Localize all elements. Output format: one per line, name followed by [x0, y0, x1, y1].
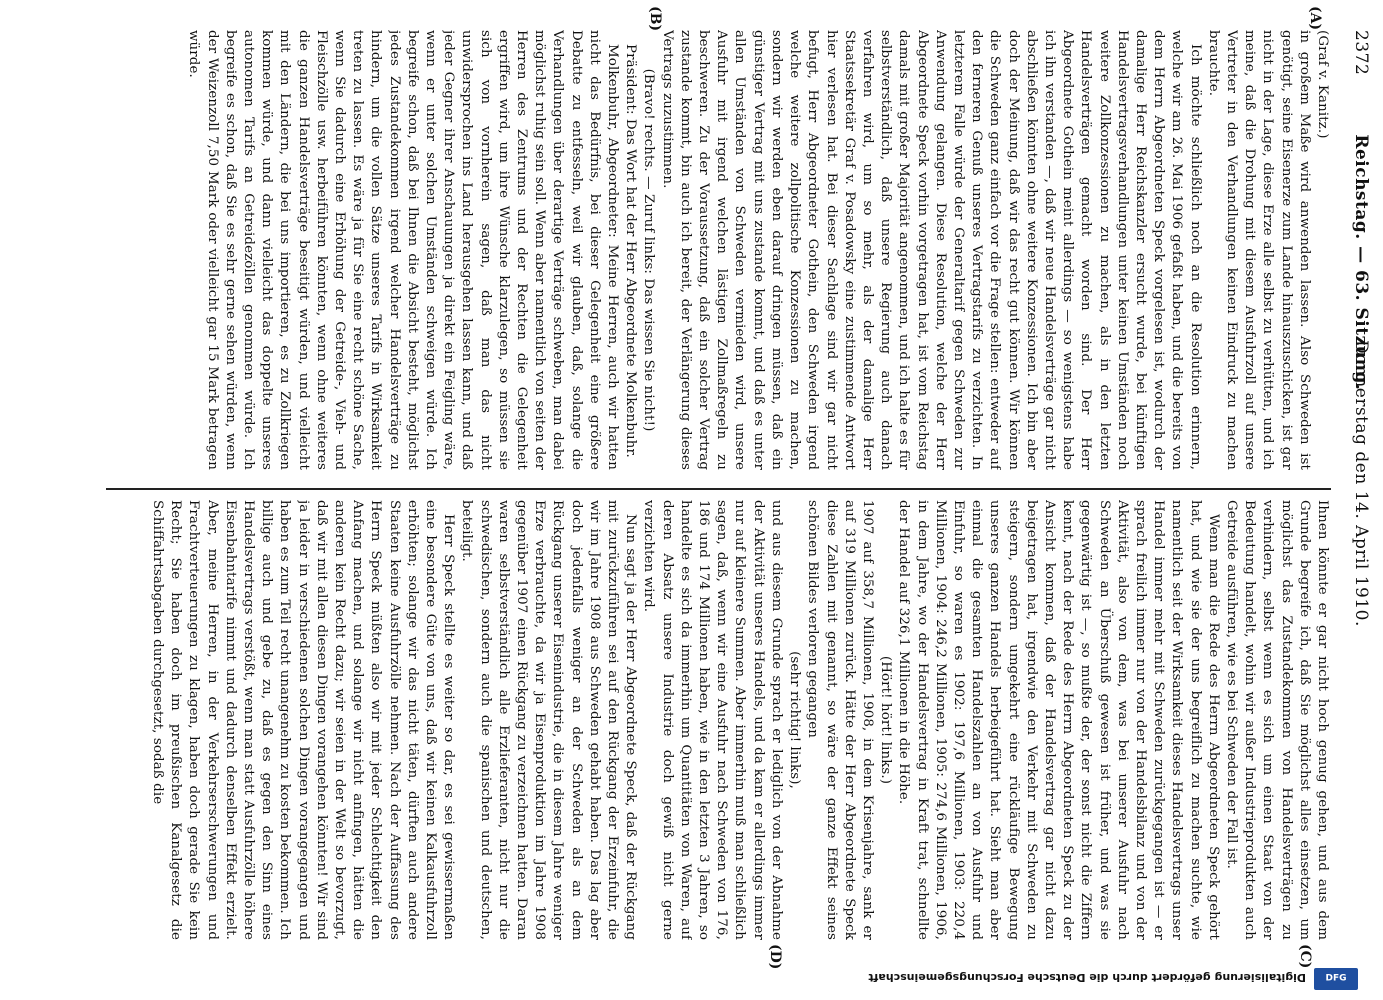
margin-marker-d: (D)	[767, 944, 783, 970]
digitization-sidebar	[18, 968, 1358, 990]
header-left	[1351, 30, 1371, 390]
paragraph: Nun sagt ja der Herr Abgeordnete Speck, daß der Rückgang mit zurückzuführen sei auf den Rückgang der Erzeinfuhr, die wir im Jahre 1908 aus Schweden gehabt haben. Das lag aber doch jedenfalls weniger an der Schweden als an dem Rückgang unserer Eisenindustrie, die in diesem Jahre weniger Erze verbrauchte, da wir ja Eisenproduktion im Jahre 1908 gegenüber 1907 einen Rückgang zu verzeichnen hatten. Daran waren selbstverständlich alle Erzlieferanten, nicht nur die schwedischen, sondern auch die spanischen und deutschen, beteiligt.	[459, 500, 639, 940]
interjection: (sehr richtig! links),	[787, 651, 803, 789]
margin-marker-c: (C)	[1297, 944, 1313, 969]
paragraph: Herr Speck stellte es weiter so dar, es sei gewissermaßen eine besondere Güte von uns, daß wir keinen Kalkausfuhrzoll erhöhten; solange wir das nicht täten, dürften auch andere Staaten keine Ausfuhrzölle nehmen. Nach der Auffassung des Herrn Speck müßten also wir mit jeder Schlechtigkeit den Anfang machen, und solange wir nicht anfingen, hätten die anderen kein Recht dazu; wir seien in der Welt so bevorzugt, daß wir mit allen diesen Dingen vorangehen könnten! Wir sind ja leider in verschiedenen solchen Dingen vorangegangen und haben es zum Teil recht unangenehm zu kosten bekommen. Ich billige auch und gebe zu, daß es gegen den Sinn eines Handelsvertrags verstößt, wenn man statt Ausfuhrzölle höhere Eisenbahntarife nimmt und dadurch denselben Effekt erzielt. Aber, meine Herren, in der Verkehrserschwerungen und Frachtverteuerungen zu klagen, haben doch gerade Sie kein Recht; Sie haben doch im preußischen Kanalgesetz die Schiffahrtsabgaben durchgesetzt, sodaß die	[150, 500, 457, 940]
speaker-reference: (Graf v. Kanitz.)	[1315, 30, 1330, 139]
digitization-notice: Digitalisierung gefördert durch die Deutsche Forschungsgemeinschaft	[868, 971, 1306, 984]
margin-marker-b: (B)	[647, 6, 663, 32]
paragraph: Molkenbuhr, Abgeordneter: Meine Herren, auch wir hatten nicht das Bedürfnis, bei dieser Gelegenheit eine größere Debatte zu entfesseln, weil wir glauben, daß, solange die Verhandlungen über derartige Verträge schweben, man dabei möglichst ruhig sein soll. Wenn aber namentlich von seiten der Herren des Zentrums und der Rechten die Gelegenheit ergriffen wird, um ihre Wünsche klarzulegen, so müssen sie sich von vornherein sagen, daß man das nicht unwidersprochen ins Land herausgehen lassen kann, und daß jeder Gegner ihrer Anschauungen ja direkt ein Feigling wäre, wenn er unter solchen Umständen schweigen würde. Ich begreife schon, daß bei Ihnen die Absicht besteht, möglichst jedes Zustandekommen irgend welcher Handelsverträge zu hindern, um die vollen Sätze unseres Tarifs in Wirksamkeit treten zu lassen. Es wäre ja für Sie eine recht schöne Sache, wenn Sie dadurch eine Erhöhung der Getreide-, Vieh- und Fleischzölle usw. herbeiführen könnten, wenn ohne weiteres die ganzen Handelsverträge beseitigt würden, und vielleicht mit den Ländern, die bei uns importieren, es zu Zollkriegen kommen würde, und dann vielleicht das doppelte unseres autonomen Tarifs an Getreidezöllen genommen würde. Ich begreife es schon, daß Sie es sehr gerne sehen würden, wenn der Weizenzoll 7,50 Mark oder vielleicht gar 15 Mark betragen würde.	[186, 30, 621, 470]
paragraph: und aus diesem Grunde sprach er lediglich von der Abnahme der Aktivität unseres Handels, und da kam er allerdings immer nur auf kleinere Summen. Aber immerhin muß man schließlich sagen, daß, wenn wir eine Ausfuhr nach Schweden von 176, 186 und 174 Millionen haben, wie in den letzten 3 Jahren, so handelte es sich da immerhin um Quantitäten von Waren, auf deren Absatz unsere Industrie doch gewiß nicht gerne verzichten wird.	[641, 500, 784, 940]
paragraph: 1907 auf 358,7 Millionen, 1908, in dem Krisenjahre, sank er auf 319 Millionen zurück. Hätte der Herr Abgeordnete Speck diese Zahlen mit genannt, so wäre der ganze Effekt seines schönen Bildes verloren gegangen	[805, 500, 875, 940]
interjection: (Hört! hört! links.)	[878, 655, 894, 785]
left-column	[91, 30, 1331, 470]
president-remark: Präsident: Das Wort hat der Herr Abgeordnete Molkenbuhr.	[623, 44, 639, 458]
paragraph: Wenn man die Rede des Herrn Abgeordneten Speck gehört hat, und wie sie der uns begreiflich zu machen suchte, wie namentlich seit der Wirksamkeit dieses Handelsvertrags unser Handel immer mehr mit Schweden zurückgegangen ist — er sprach freilich immer nur von der Handelsbilanz und von der Aktivität, also von dem, was bei unserer Ausfuhr nach Schweden an Überschuß gewesen ist früher, und was sie gegenwärtig ist —, so mußte der, der sonst nicht die Ziffern kennt, nach der Rede des Herrn Abgeordneten Speck zu der Ansicht kommen, daß der Handelsvertrag gar nicht dazu beigetragen hat, irgendwie den Verkehr mit Schweden zu steigern, sondern umgekehrt eine rückläufige Bewegung unseres ganzen Handels herbeigeführt hat. Sieht man aber einmal die gesamten Handelszahlen an von Ausfuhr und Einfuhr, so waren es 1902: 197,6 Millionen, 1903: 220,4 Millionen, 1904: 246,2 Millionen, 1905: 274,6 Millionen, 1906, in dem Jahre, wo der Handelsvertrag in Kraft trat, schnellte der Handel auf 326,1 Millionen in die Höhe.	[896, 500, 1221, 940]
column-divider	[106, 488, 1331, 490]
right-column	[91, 500, 1331, 940]
interjection: (Bravo! rechts. — Zuruf links: Das wissen Sie nicht!)	[641, 68, 657, 432]
page-number: 2372	[1351, 30, 1371, 76]
paragraph: Ihnen könnte er gar nicht hoch genug gehen, und aus dem Grunde begreife ich, daß Sie möglichst alles einsetzen, um möglichst das Zustandekommen von Handelsverträgen zu verhindern, selbst wenn es sich um einen Staat von der Bedeutung handelt, wohin wir außer Industrieprodukten auch Getreide ausführen, wie es bei Schweden der Fall ist.	[1223, 500, 1330, 940]
margin-marker-a: (A)	[1307, 6, 1323, 31]
header-center-title: Donnerstag den 14. April 1910.	[1351, 340, 1371, 627]
header-left-title: Reichstag. — 63. Sitzung.	[1351, 134, 1371, 391]
paragraph: in großem Maße wird anwenden lassen. Also Schweden ist genötigt, seine Eisenerze zum Lande hinauszuschicken, ist gar nicht in der Lage, diese Erze alle selbst zu verhütten, und ich meine, daß die Drohung mit diesem Ausfuhrzoll auf unsere Vertreter in den Verhandlungen keinen Eindruck zu machen brauchte.	[1205, 30, 1312, 470]
page-header	[1347, 30, 1375, 965]
dfg-logo-icon: DFG	[1314, 968, 1358, 990]
paragraph: Ich möchte schließlich noch an die Resolution erinnern, welche wir am 26. Mai 1906 gefaßt haben, und die bereits von dem Herrn Abgeordneten Speck vorgelesen ist, wodurch der damalige Herr Reichskanzler ersucht wurde, bei künftigen Handelsvertragsverhandlungen unter keinen Umständen noch weitere Zollkonzessionen zu machen, als in den letzten Handelsverträgen gemacht worden sind. Der Herr Abgeordnete Gothein meint allerdings — so wenigstens habe ich ihn verstanden —, daß wir neue Handelsverträge gar nicht abschließen könnten ohne weitere Konzessionen. Ich bin aber doch der Meinung, daß wir das recht gut können. Wir können die Schweden ganz einfach vor die Frage stellen: entweder auf den ferneren Genuß unseres Vertragstarifs zu verzichten. In letzterem Falle würde der Generaltarif gegen Schweden zur Anwendung gelangen. Diese Resolution, welche der Herr Abgeordnete Speck vorhin vorgetragen hat, ist vom Reichstag damals mit großer Majorität angenommen, und ich halte es für selbstverständlich, daß unsere Regierung auch danach verfahren wird, um so mehr, als der damalige Herr Staatssekretär Graf v. Posadowsky eine zustimmende Antwort hier verlesen hat. Bei dieser Sachlage sind wir gar nicht befugt, Herr Abgeordneter Gothein, den Schweden irgend welche weitere zollpolitische Konzessionen zu machen, sondern wir werden eben darauf dringen müssen, daß ein günstiger Vertrag mit uns zustande kommt, und daß es unter allen Umständen von Schweden vermieden wird, unsere Ausfuhr mit irgend welchen lästigen Zollmaßregeln zu beschweren. Zu der Voraussetzung, daß ein solcher Vertrag zustande kommt, bin auch ich bereit, der Verlängerung dieses Vertrags zuzustimmen.	[659, 30, 1203, 470]
